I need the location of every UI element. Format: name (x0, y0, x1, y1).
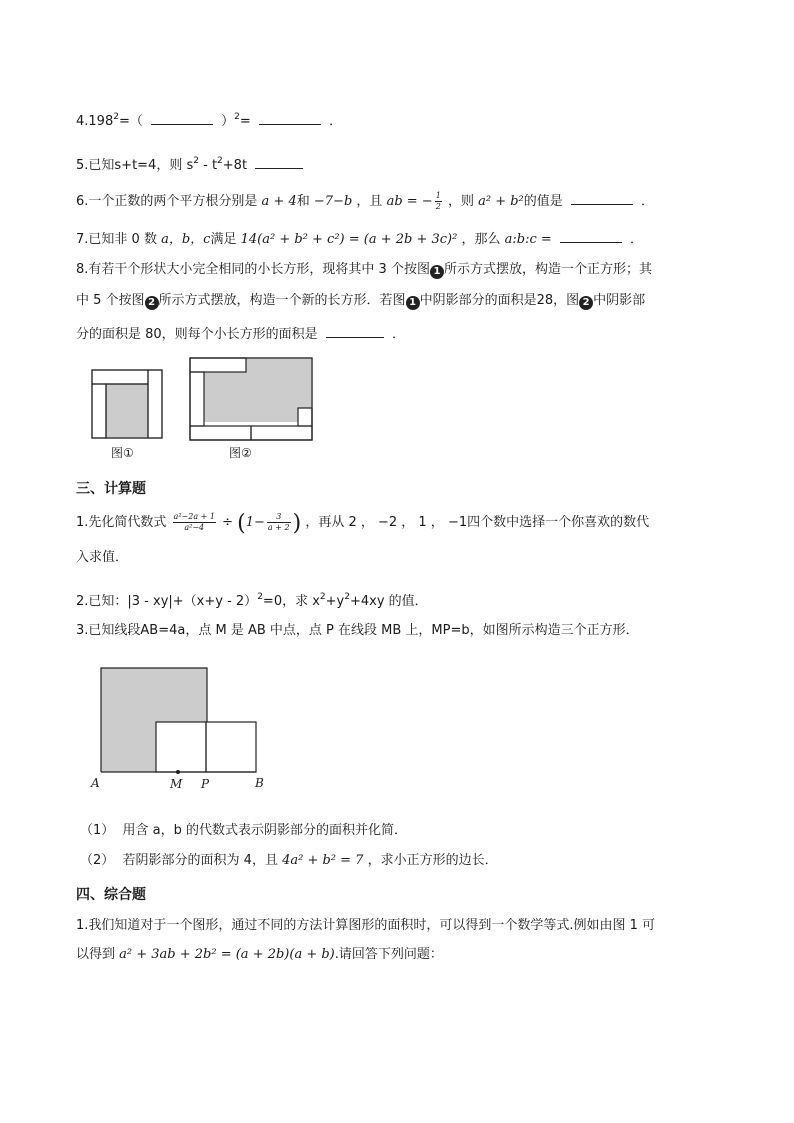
answer-blank[interactable] (571, 190, 633, 205)
label-M: M (170, 777, 183, 791)
comprehensive-question-1-line-2: 以得到 a² + 3ab + 2b² = (a + 2b)(a + b).请回答下列问题： (76, 947, 443, 962)
question-8-line-3: 分的面积是 80，则每个小长方形的面积是 ． (76, 323, 405, 344)
calc-question-1: 1.先化简代数式 $\frac{\text{a²−2a + 1}}{\text{a²−4}}$ ÷ (1− $\frac{3}{a + 2}$ ) ，再从 2 ， −2 ， 1 ， −1四个数中选择一个你喜欢的数代 (76, 511, 650, 536)
calc-question-3: 3.已知线段AB=4a，点 M 是 AB 中点，点 P 在线段 MB 上，MP=b，如图所示构造三个正方形． (76, 623, 639, 638)
fraction: $\frac{1}{2}$ (435, 191, 441, 211)
calc-question-3-sub-2: （2） 若阴影部分的面积为 4，且 4a² + b² = 7 ，求小正方形的边长． (80, 853, 498, 868)
label-P: P (201, 777, 210, 791)
answer-blank[interactable] (259, 110, 321, 125)
question-8-line-1: 8.有若干个形状大小完全相同的小长方形，现将其中 3 个按图 1 所示方式摆放，构造一个正方形；其 (76, 262, 652, 277)
answer-blank[interactable] (151, 110, 213, 125)
circled-number: 2 (145, 296, 159, 310)
figure-2-label: 图② (229, 446, 252, 460)
answer-blank[interactable] (560, 228, 622, 243)
question-4: $4.198^2=$（ ）$^2$= ． (76, 112, 343, 129)
circled-number: 2 (579, 296, 593, 310)
calc-question-2: 2.已知：$|3 - xy|+(x+y - 2)^2=0$，求 $x^2+y^2+4xy$ 的值． (76, 592, 428, 609)
calc-question-3-sub-1: （1） 用含 a，b 的代数式表示阴影部分的面积并化简． (80, 823, 408, 838)
label-A: A (91, 776, 100, 790)
figure-1-label: 图① (111, 446, 134, 460)
fraction: $\frac{3}{a + 2}$ (267, 512, 290, 532)
calc-question-1-line-2: 入求值． (76, 550, 129, 565)
section-4-title: 四、综合题 (76, 887, 146, 903)
circled-number: 1 (430, 265, 444, 279)
question-8-line-2: 中 5 个按图 2 所示方式摆放，构造一个新的长方形．若图 1 中阴影部分的面积是28，图 2 中阴影部 (76, 293, 646, 308)
comprehensive-question-1: 1.我们知道对于一个图形，通过不同的方法计算图形的面积时，可以得到一个数学等式.例如由图 1 可 (76, 918, 656, 933)
question-6: 6.一个正数的两个平方根分别是 a + 4和 −7−b ，且 ab = − $\frac{1}{2}$ ，则 a² + b²的值是 ． (76, 191, 655, 211)
circled-number: 1 (406, 296, 420, 310)
answer-blank[interactable] (255, 154, 303, 169)
fraction: $\frac{\text{a²−2a + 1}}{\text{a²−4}}$ (173, 512, 215, 532)
three-squares-figure (86, 662, 276, 792)
section-3-title: 三、计算题 (76, 481, 146, 497)
question-7: 7.已知非 0 数 a，b，c满足 14(a² + b² + c²) = (a + 2b + 3c)² ，那么 a:b:c = ． (76, 228, 643, 249)
question-5: 5.已知s+t=4，则 $s^2 - t^2+8t$ (76, 152, 307, 175)
answer-blank[interactable] (326, 323, 384, 338)
label-B: B (255, 776, 264, 790)
